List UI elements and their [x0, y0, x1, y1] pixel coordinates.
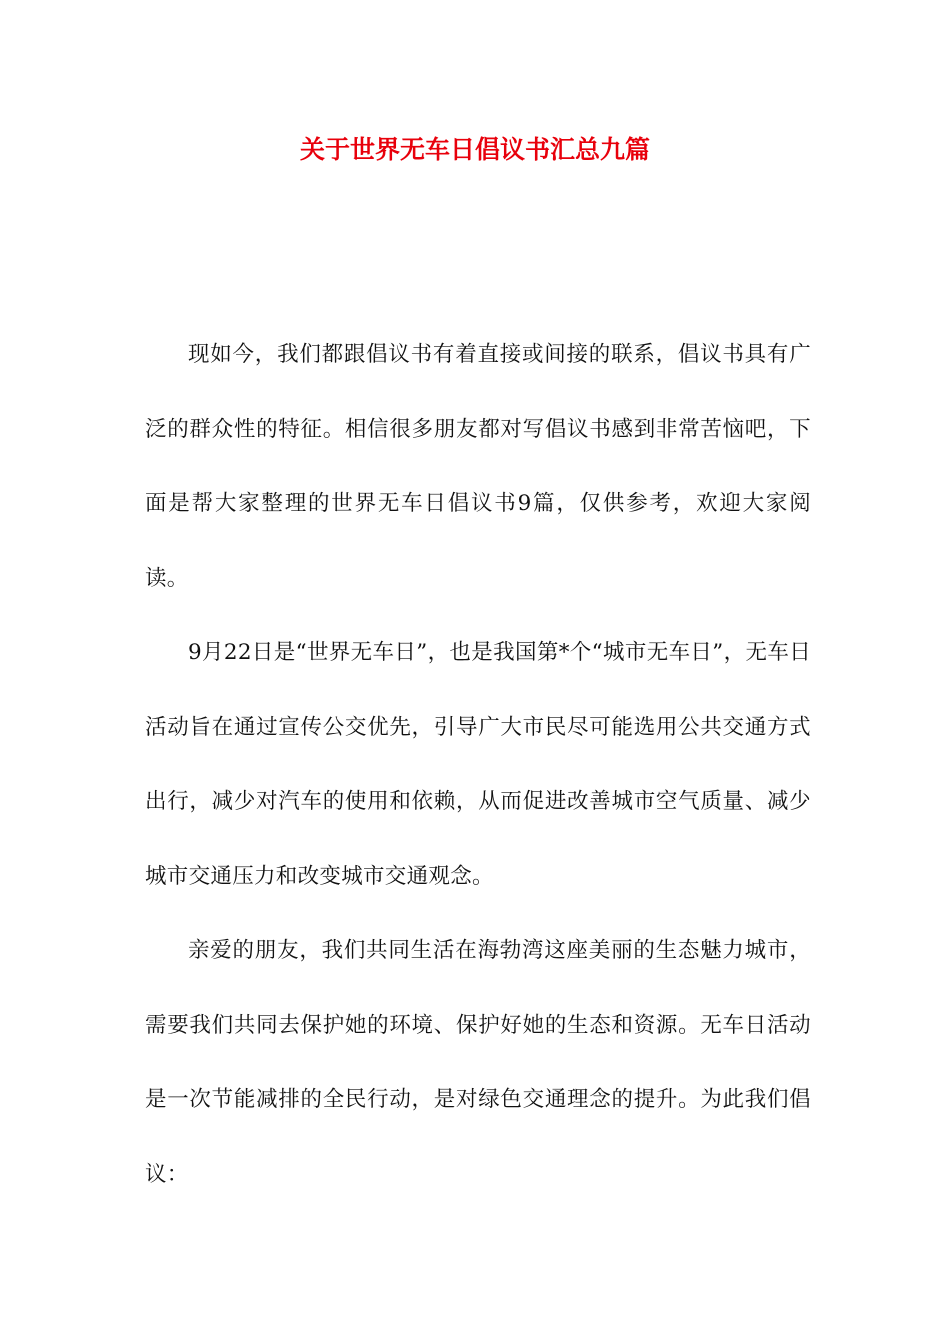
- document-body: [145, 318, 811, 1212]
- document-title: 关于世界无车日倡议书汇总九篇: [299, 135, 650, 164]
- paragraph-appeal: 亲爱的朋友，我们共同生活在海勃湾这座美丽的生态魅力城市，需要我们共同去保护她的环境、保护好她的生态和资源。无车日活动是一次节能减排的全民行动，是对绿色交通理念的提升。为此我们倡议：: [145, 938, 811, 1187]
- paragraph-car-free-day: 9月22日是“世界无车日”，也是我国第*个“城市无车日”，无车日活动旨在通过宣传公交优先，引导广大市民尽可能选用公共交通方式出行，减少对汽车的使用和依赖，从而促进改善城市空气质量、减少城市交通压力和改变城市交通观念。: [145, 640, 811, 889]
- paragraph-intro: 现如今，我们都跟倡议书有着直接或间接的联系，倡议书具有广泛的群众性的特征。相信很多朋友都对写倡议书感到非常苦恼吧，下面是帮大家整理的世界无车日倡议书9篇，仅供参考，欢迎大家阅读。: [145, 342, 811, 591]
